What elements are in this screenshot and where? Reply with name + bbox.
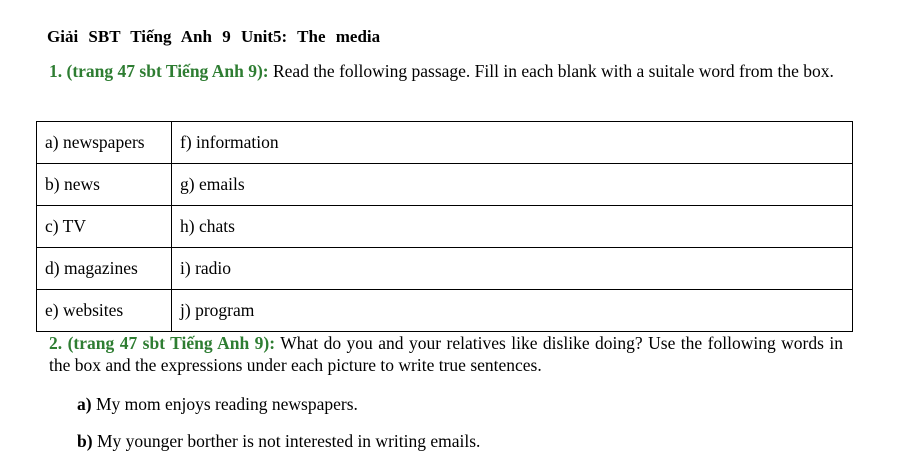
exercise-1-prompt bbox=[49, 60, 843, 82]
word-cell: g) emails bbox=[172, 164, 853, 206]
table-row bbox=[37, 206, 853, 248]
answer-item bbox=[77, 394, 358, 415]
word-cell: a) newspapers bbox=[37, 122, 172, 164]
word-cell: h) chats bbox=[172, 206, 853, 248]
answer-label: a) bbox=[77, 394, 92, 414]
exercise-2-prompt bbox=[49, 332, 843, 376]
word-cell: c) TV bbox=[37, 206, 172, 248]
exercise-1-ref: 1. (trang 47 sbt Tiếng Anh 9): bbox=[49, 61, 269, 81]
exercise-2-ref: 2. (trang 47 sbt Tiếng Anh 9): bbox=[49, 333, 276, 353]
answer-label: b) bbox=[77, 431, 93, 451]
table-row bbox=[37, 164, 853, 206]
word-box-table bbox=[36, 121, 853, 332]
table-row bbox=[37, 248, 853, 290]
page-title: Giải SBT Tiếng Anh 9 Unit5: The media bbox=[47, 27, 381, 46]
exercise-1-instruction: Read the following passage. Fill in each blank with a suitale word from the box. bbox=[268, 61, 834, 81]
word-cell: j) program bbox=[172, 290, 853, 332]
answer-text: My mom enjoys reading newspapers. bbox=[91, 394, 358, 414]
word-cell: b) news bbox=[37, 164, 172, 206]
table-row bbox=[37, 290, 853, 332]
word-cell: f) information bbox=[172, 122, 853, 164]
table-row bbox=[37, 122, 853, 164]
answer-text: My younger borther is not interested in writing emails. bbox=[92, 431, 481, 451]
word-cell: e) websites bbox=[37, 290, 172, 332]
word-cell: d) magazines bbox=[37, 248, 172, 290]
answer-item bbox=[77, 431, 480, 452]
word-cell: i) radio bbox=[172, 248, 853, 290]
exercise-2-instruction: What do you and your relatives like dislike doing? Use the following words in the box and the expressions under each picture to write true sentences. bbox=[49, 333, 843, 375]
